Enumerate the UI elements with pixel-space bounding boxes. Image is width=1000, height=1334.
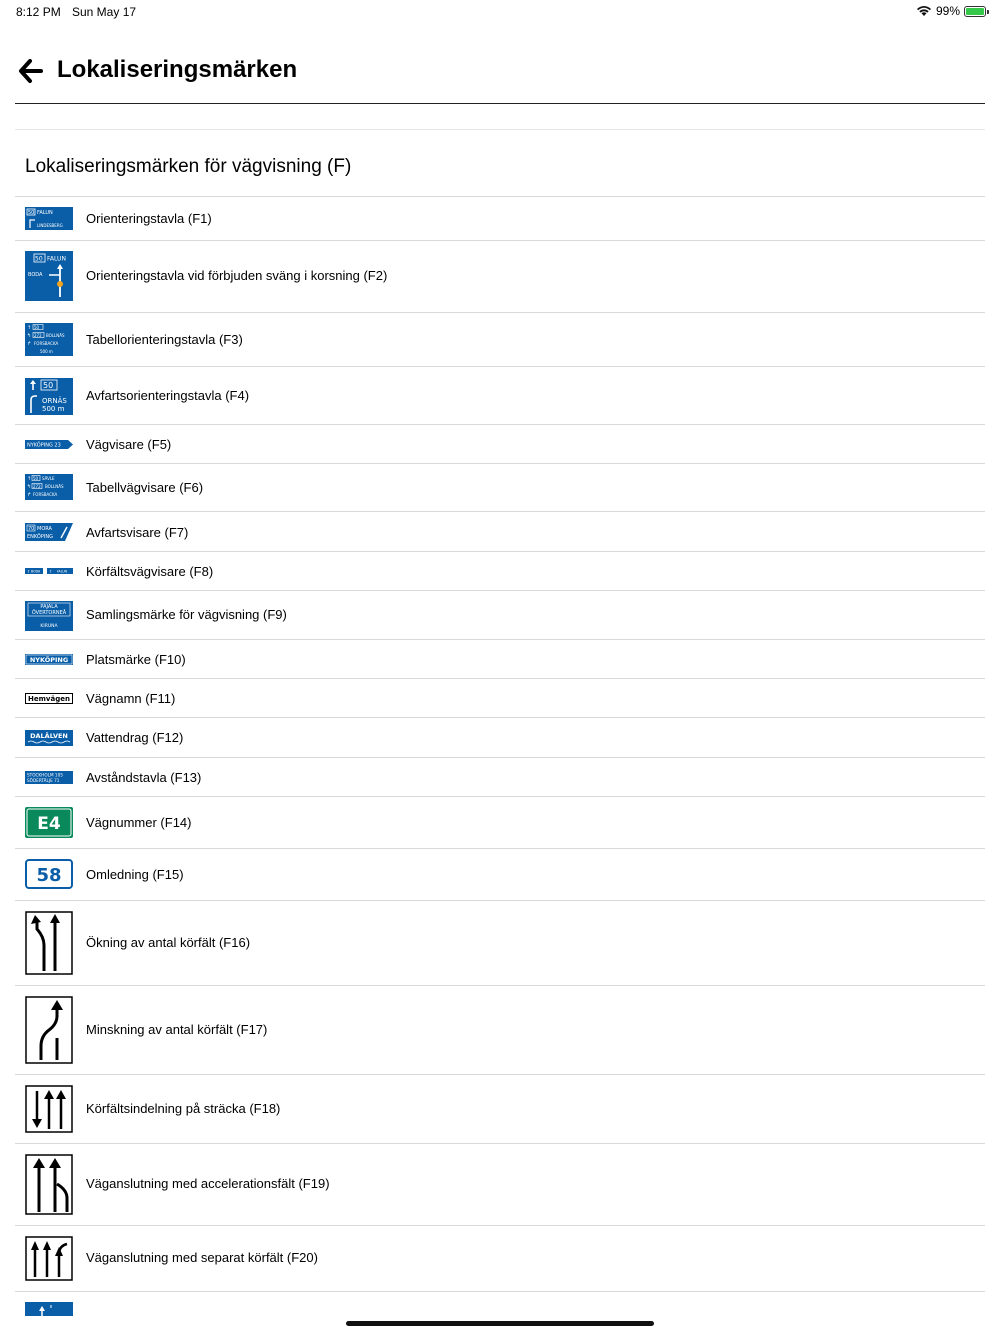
list-item-label: Avfartsvisare (F7): [86, 525, 189, 540]
sign-text: BOLLNÄS: [45, 483, 64, 489]
battery-percent: 99%: [935, 4, 960, 18]
sign-text: PAJALA: [40, 604, 58, 610]
sign-f20-icon: [25, 1236, 73, 1281]
sign-f12-icon: [25, 730, 73, 746]
svg-text:↰: ↰: [27, 484, 32, 490]
list-item[interactable]: [15, 639, 985, 678]
list-item-label: Orienteringstavla vid förbjuden sväng i korsning (F2): [86, 268, 388, 283]
status-indicators: [916, 4, 986, 18]
sign-text: FALUN: [37, 210, 53, 216]
list-item[interactable]: [15, 196, 985, 240]
sign-text: 50: [28, 210, 35, 216]
sign-text: 58: [36, 865, 62, 886]
list-item-label: Omledning (F15): [86, 867, 184, 882]
sign-f10-icon: [25, 654, 73, 665]
list-item[interactable]: [15, 590, 985, 639]
list-item-label: Väganslutning med separat körfält (F20): [86, 1250, 318, 1265]
section-divider: [15, 129, 985, 130]
page-title: Lokaliseringsmärken: [57, 56, 298, 83]
sign-f17-icon: [25, 996, 73, 1064]
sign-f8-icon: [25, 568, 73, 574]
svg-text:↑: ↑: [27, 568, 31, 574]
list-item[interactable]: [15, 1074, 985, 1143]
sign-text: 500 m: [42, 405, 65, 413]
sign-text: NYKÖPING: [29, 655, 69, 664]
list-item[interactable]: [15, 1225, 985, 1291]
sign-text: NYKÖPING 23: [27, 442, 61, 449]
sign-text: STOCKHOLM 105: [27, 772, 63, 778]
list-item-label: Samlingsmärke för vägvisning (F9): [86, 607, 287, 622]
sign-f21-icon: [25, 1302, 73, 1316]
list-item[interactable]: [15, 424, 985, 463]
list-item-label: Orienteringstavla (F1): [86, 211, 212, 226]
sign-text: E4: [37, 814, 61, 834]
status-bar: [0, 0, 1000, 24]
sign-text: LINDESBERG: [37, 223, 63, 228]
list-item-label: Körfältsindelning på sträcka (F18): [86, 1101, 281, 1116]
sign-text: 70: [28, 526, 35, 532]
section-title: Lokaliseringsmärken för vägvisning (F): [25, 156, 352, 177]
arrow-left-icon: [18, 58, 44, 84]
sign-text: 272: [33, 483, 41, 489]
sign-text: 500 m: [40, 349, 53, 354]
list-item-label: Vägnummer (F14): [86, 815, 192, 830]
sign-text: ÖVERTORNEÅ: [31, 610, 67, 616]
battery-icon: [964, 6, 986, 17]
list-item[interactable]: [15, 511, 985, 551]
list-item[interactable]: [15, 1143, 985, 1225]
list-item-label: Avfartsorienteringstavla (F4): [86, 388, 250, 403]
header-divider: [15, 103, 985, 104]
sign-text: ENKÖPING: [27, 534, 53, 540]
sign-text: BODA: [31, 569, 41, 574]
list-item-label: Vattendrag (F12): [86, 730, 184, 745]
list-item[interactable]: [15, 463, 985, 511]
svg-text:↑: ↑: [27, 325, 32, 331]
list-item-label: Minskning av antal körfält (F17): [86, 1022, 268, 1037]
list-item[interactable]: [15, 1291, 985, 1334]
list-item[interactable]: [15, 900, 985, 985]
list-item-label: Körfältsvägvisare (F8): [86, 564, 214, 579]
sign-f7-icon: [25, 523, 73, 541]
sign-f13-icon: [25, 771, 73, 784]
sign-f1-icon: [25, 207, 73, 230]
sign-text: BOLLNÄS: [46, 332, 65, 338]
sign-text: FALUN: [47, 255, 66, 263]
sign-f6-icon: [25, 474, 73, 500]
sign-text: 272: [34, 332, 42, 338]
sign-f5-icon: [25, 440, 73, 449]
sign-f3-icon: [25, 323, 73, 356]
sign-f19-icon: [25, 1154, 73, 1215]
back-button[interactable]: [18, 58, 44, 84]
sign-text: KIRUNA: [40, 624, 58, 629]
sign-text: Hemvägen: [28, 695, 70, 703]
list-item[interactable]: [15, 796, 985, 848]
sign-text: 50: [43, 381, 54, 390]
sign-text: SÄVLE: [42, 475, 55, 481]
sign-f18-icon: [25, 1085, 73, 1133]
list-item[interactable]: [15, 312, 985, 366]
list-item[interactable]: [15, 366, 985, 424]
list-item-label: Avståndstavla (F13): [86, 770, 202, 785]
sign-text: FALUN: [57, 569, 68, 574]
sign-text: 50: [34, 324, 40, 330]
sign-text: SÖDERTÄLJE 71: [27, 778, 60, 783]
list-item[interactable]: [15, 848, 985, 900]
svg-text:↰: ↰: [27, 333, 32, 339]
sign-f11-icon: [25, 693, 73, 704]
sign-text: FORSBACKA: [33, 491, 58, 497]
list-item[interactable]: [15, 240, 985, 312]
list-item[interactable]: [15, 551, 985, 590]
sign-f9-icon: [25, 601, 73, 631]
svg-text:↑: ↑: [27, 476, 32, 482]
sign-f15-icon: [25, 859, 73, 889]
list-item-label: Tabellvägvisare (F6): [86, 480, 204, 495]
list-item[interactable]: [15, 757, 985, 796]
sign-text: 50: [35, 255, 43, 263]
list-item-label: Vägvisare (F5): [86, 437, 172, 452]
status-time: 8:12 PM: [16, 5, 61, 19]
sign-f16-icon: [25, 911, 73, 975]
list-item[interactable]: [15, 678, 985, 717]
nav-header: [0, 44, 1000, 104]
svg-text:↑: ↑: [49, 568, 53, 574]
wifi-icon: [916, 5, 932, 17]
home-indicator[interactable]: [346, 1321, 654, 1326]
sign-f14-icon: [25, 807, 73, 838]
sign-text: BODA: [28, 272, 43, 278]
list-item[interactable]: [15, 985, 985, 1074]
list-item-label: Platsmärke (F10): [86, 652, 186, 667]
sign-f4-icon: [25, 378, 73, 415]
sign-f2-icon: [25, 251, 73, 301]
svg-text:↱: ↱: [27, 341, 32, 347]
list-item-label: Tabellorienteringstavla (F3): [86, 332, 243, 347]
sign-text: ORNÄS: [42, 397, 67, 405]
status-date: Sun May 17: [72, 5, 137, 19]
list-item-label: Väganslutning med accelerationsfält (F19): [86, 1176, 330, 1191]
list-item-label: Vägnamn (F11): [86, 691, 176, 706]
sign-text: MORA: [37, 526, 52, 532]
svg-text:↱: ↱: [27, 492, 32, 498]
sign-text: 50: [33, 475, 39, 481]
list-item[interactable]: [15, 717, 985, 757]
sign-text: DALÄLVEN: [30, 732, 68, 740]
list-item-label: Ökning av antal körfält (F16): [86, 935, 251, 950]
sign-text: FORSBACKA: [34, 340, 59, 346]
